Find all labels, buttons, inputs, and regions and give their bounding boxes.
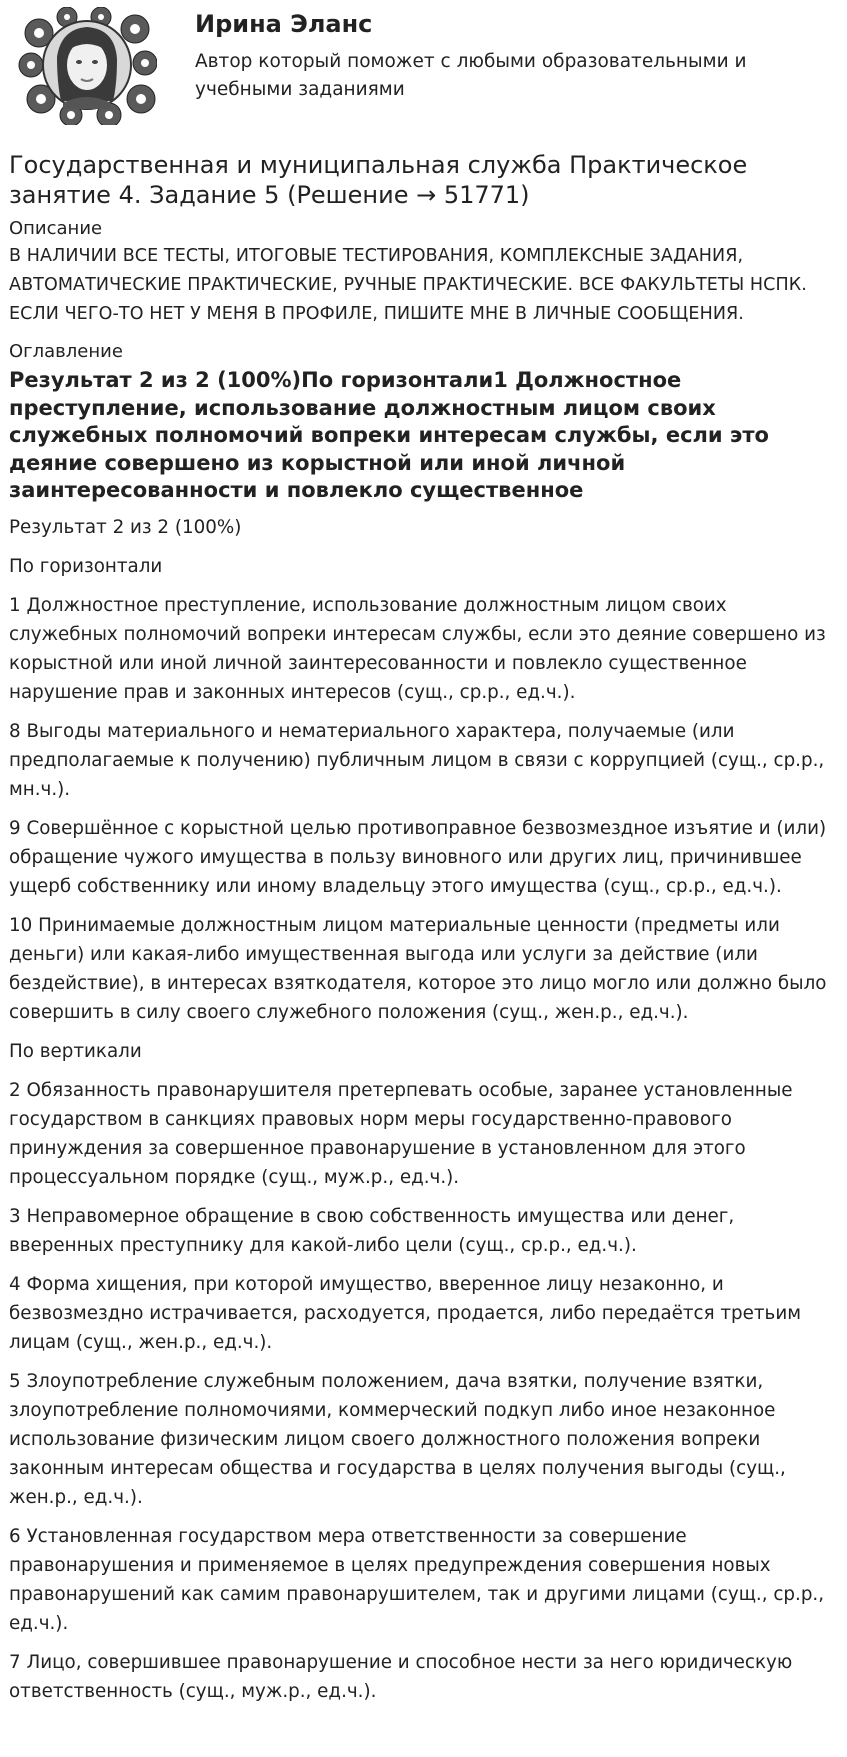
author-avatar[interactable] — [17, 7, 157, 125]
list-item: 10 Принимаемые должностным лицом материальные ценности (предметы или деньги) или какая-либо имущественная выгода или услуги за действие (или бездействие), в интересах взяткодателя, которое это лицо могло или должно было совершить в силу своего служебного положения (сущ., жен.р., ед.ч.). — [9, 914, 827, 1023]
list-item: 2 Обязанность правонарушителя претерпевать особые, заранее установленные государством в санкциях правовых норм меры государственно-правового принуждения за совершенное правонарушение в установленном для этого процессуальном порядке (сущ., муж.р., ед.ч.). — [9, 1079, 793, 1188]
list-item: 3 Неправомерное обращение в свою собственность имущества или денег, вверенных преступнику для какой-либо цели (сущ., ср.р., ед.ч.). — [9, 1205, 735, 1256]
list-item: 7 Лицо, совершившее правонарушение и способное нести за него юридическую ответственность (сущ., муж.р., ед.ч.). — [9, 1651, 793, 1702]
author-name[interactable]: Ирина Эланс — [195, 10, 373, 38]
vertical-label: По вертикали — [9, 1040, 142, 1062]
list-item: 6 Установленная государством мера ответственности за совершение правонарушения и применяемое в целях предупреждения совершения новых правонарушений как самим правонарушителем, так и другими лицами (сущ., ср.р., ед.ч.). — [9, 1525, 825, 1634]
description-text: В НАЛИЧИИ ВСЕ ТЕСТЫ, ИТОГОВЫЕ ТЕСТИРОВАНИЯ, КОМПЛЕКСНЫЕ ЗАДАНИЯ, АВТОМАТИЧЕСКИЕ ПРАКТИЧЕСКИЕ, РУЧНЫЕ ПРАКТИЧЕСКИЕ. ВСЕ ФАКУЛЬТЕТЫ НСПК. ЕСЛИ ЧЕГО-ТО НЕТ У МЕНЯ В ПРОФИЛЕ, ПИШИТЕ МНЕ В ЛИЧНЫЕ СООБЩЕНИЯ. — [9, 246, 807, 324]
list-item: 5 Злоупотребление служебным положением, дача взятки, получение взятки, злоупотребление полномочиями, коммерческий подкуп либо иное незаконное использование физическим лицом своего должностного положения вопреки законным интересам общества и государства в целях получения выгоды (сущ., жен.р., ед.ч.). — [9, 1370, 786, 1508]
list-item: 8 Выгоды материального и нематериального характера, получаемые (или предполагаемые к получению) публичным лицом в связи с коррупцией (сущ., ср.р., мн.ч.). — [9, 720, 825, 800]
list-item: 9 Совершённое с корыстной целью противоправное безвозмездное изъятие и (или) обращение чужого имущества в пользу виновного или других лиц, причинившее ущерб собственнику или иному владельцу этого имущества (сущ., ср.р., ед.ч.). — [9, 817, 827, 897]
toc-label: Оглавление — [9, 341, 123, 362]
result-line: Результат 2 из 2 (100%) — [9, 516, 242, 538]
list-item: 4 Форма хищения, при которой имущество, вверенное лицу незаконно, и безвозмездно истрачивается, расходуется, продается, либо передаётся третьим лицам (сущ., жен.р., ед.ч.). — [9, 1273, 802, 1353]
document-content — [9, 513, 838, 1706]
author-header — [9, 0, 838, 140]
author-description: Автор который поможет с любыми образовательными и учебными заданиями — [195, 51, 747, 100]
horizontal-label: По горизонтали — [9, 555, 163, 577]
description-label: Описание — [9, 218, 103, 239]
list-item: 1 Должностное преступление, использование должностным лицом своих служебных полномочий вопреки интересам службы, если это деяние совершено из корыстной или иной личной заинтересованности и повлекло существенное нарушение прав и законных интересов (сущ., ср.р., ед.ч.). — [9, 594, 826, 703]
toc-heading[interactable]: Результат 2 из 2 (100%)По горизонтали1 Должностное преступление, использование должностным лицом своих служебных полномочий вопреки интересам службы, если это деяние совершено из корыстной или иной личной заинтересованности и повлекло существенное — [9, 368, 769, 502]
page-title: Государственная и муниципальная служба Практическое занятие 4. Задание 5 (Решение → 51771) — [9, 151, 748, 209]
